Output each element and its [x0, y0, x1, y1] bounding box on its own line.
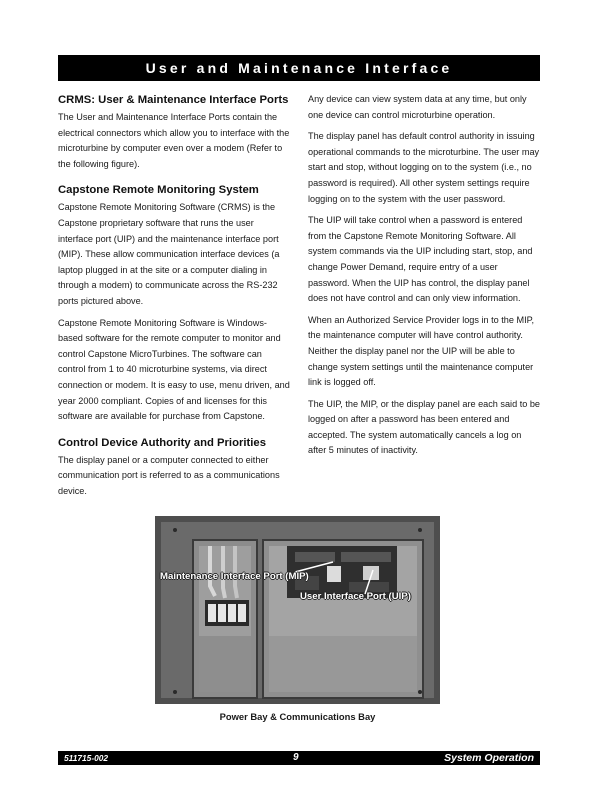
right-paragraph-5: The UIP, the MIP, or the display panel are each said to be logged on after a password has been entered and accepted. The system automatically cancels a log on after 5 minutes of inactivity. — [308, 398, 540, 456]
right-column — [308, 92, 540, 465]
remote-monitoring-heading: Capstone Remote Monitoring System — [58, 184, 259, 197]
figure-caption: Power Bay & Communications Bay — [219, 711, 376, 722]
bay-photo — [155, 516, 440, 704]
mip-callout-label: Maintenance Interface Port (MIP) — [160, 571, 309, 582]
uip-callout-label: User Interface Port (UIP) — [300, 591, 411, 602]
crms-heading: CRMS: User & Maintenance Interface Ports — [58, 94, 289, 106]
document-number: 511715-002 — [64, 753, 109, 763]
left-column — [58, 92, 290, 505]
page-footer — [58, 751, 540, 765]
control-authority-paragraph: The display panel or a computer connected to either communication port is referred to as a communications device. — [58, 454, 280, 496]
crms-paragraph: The User and Maintenance Interface Ports contain the electrical connectors which allow you to interface with the microturbine by computer even over a modem (Refer to the following figure). — [58, 112, 290, 169]
control-authority-heading: Control Device Authority and Priorities — [58, 436, 266, 449]
remote-monitoring-paragraph-2: Capstone Remote Monitoring Software is Windows-based software for the remote computer to monitor and control Capstone MicroTurbines. The software can control from 1 to 40 microturbine systems, via direct connection or modem. It is easy to use, menu driven, and year 2000 compliant. Copies of and licenses for this software are available for purchase from Capstone. — [58, 317, 290, 422]
remote-monitoring-paragraph-1: Capstone Remote Monitoring Software (CRMS) is the Capstone proprietary software that runs the user interface port (UIP) and the maintenance interface port (MIP). These allow communication interface devices (a laptop plugged in at the site or a computer dialing in through a modem) to communicate across the RS-232 ports pictured above. — [58, 202, 280, 306]
footer-section-title: System Operation — [444, 752, 534, 764]
right-paragraph-4: When an Authorized Service Provider logs in to the MIP, the maintenance computer will have control authority. Neither the display panel nor the UIP will be able to change system settings until the maintenance computer link is logged off. — [308, 314, 535, 388]
right-paragraph-3: The UIP will take control when a password is entered from the Capstone Remote Monitoring Software. All system commands via the UIP including start, stop, and change Power Demand, require entry of a user password. When the UIP has control, the display panel does not have control and can only view information. — [308, 215, 533, 304]
page-number: 9 — [293, 752, 299, 763]
section-banner: User and Maintenance Interface — [58, 55, 540, 81]
right-paragraph-2: The display panel has default control authority in issuing operational commands to the microturbine. The user may start and stop, without logging on to the system (i.e., no password is required). All other system settings require logging on to the system with the user password. — [308, 131, 540, 204]
right-paragraph-1: Any device can view system data at any time, but only one device can control microturbine operation. — [308, 94, 527, 120]
